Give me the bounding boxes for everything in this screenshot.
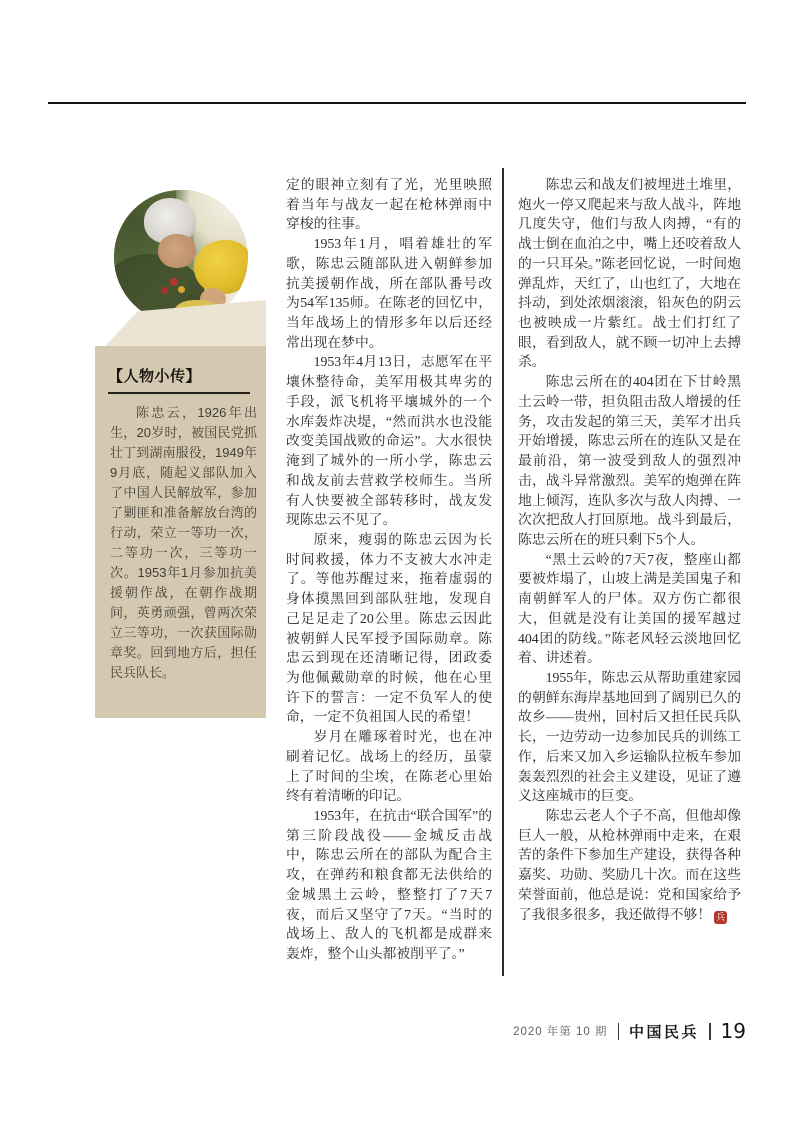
bio-box-title: 【人物小传】 bbox=[108, 365, 250, 394]
medal-dot bbox=[170, 278, 178, 286]
child-yellow-hat bbox=[194, 240, 248, 294]
bio-box-text: 陈忠云，1926年出生，20岁时，被国民党抓壮丁到湖南服役，1949年9月底，随起义部队加入了中国人民解放军，参加了剿匪和准备解放台湾的行动，荣立一等功一次，二等功一次，三等功一次。1953年1月参加抗美援朝作战，在朝作战期间，英勇顽强，曾两次荣立三等功，一次获国际勋章奖。回到地方后，担任民兵队长。 bbox=[110, 405, 257, 680]
article-paragraph: 原来，瘦弱的陈忠云因为长时间救援，体力不支被大水冲走了。等他苏醒过来，拖着虚弱的身体摸黑回到部队驻地，发现自己足足走了20公里。陈忠云因此被朝鲜人民军授予国际勋章。陈忠云到现在还清晰记得，团政委为他佩戴勋章的时候，他在心里许下的誓言：一定不负军人的使命，一定不负祖国人民的希望！ bbox=[286, 531, 492, 725]
page-footer bbox=[513, 1019, 746, 1043]
veteran-face bbox=[158, 234, 196, 268]
article-paragraph: 陈忠云所在的404团在下甘岭黑土云岭一带，担负阻击敌人增援的任务，攻击发起的第三天，美军才出兵开始增援，陈忠云所在的连队又是在最前沿，第一波受到敌人的强烈冲击，战斗异常激烈。美军的炮弹在阵地上倾泻，连队多次与敌人肉搏、一次次把敌人打回原地。战斗到最后，陈忠云所在的班只剩下5个人。 bbox=[518, 374, 741, 547]
article-paragraph: 定的眼神立刻有了光，光里映照着当年与战友一起在枪林弹雨中穿梭的往事。 bbox=[286, 177, 492, 232]
article-paragraph: “黑土云岭的7天7夜，整座山都要被炸塌了，山坡上满是美国鬼子和南朝鲜军人的尸体。双方伤亡都很大，但就是没有让美国的援军越过404团的防线。”陈老风轻云淡地回忆着、讲述着。 bbox=[518, 551, 741, 666]
footer-separator bbox=[618, 1023, 620, 1040]
footer-issue-label: 2020 年第 10 期 bbox=[513, 1026, 608, 1038]
article-end-seal-icon: 兵 bbox=[716, 911, 726, 922]
article-paragraph: 1953年4月13日，志愿军在平壤休整待命，美军用极其卑劣的手段，派飞机将平壤城外的一个水库轰炸决堤，“然而洪水也没能改变美国战败的命运”。大水很快淹到了城外的一所小学，陈忠云和战友前去营救学校师生。当所有人快要被全部转移时，战友发现陈忠云不见了。 bbox=[286, 354, 492, 528]
footer-separator bbox=[709, 1023, 711, 1040]
article-column-left bbox=[286, 175, 492, 964]
article-column-right bbox=[518, 175, 741, 924]
article-paragraph: 1953年，在抗击“联合国军”的第三阶段战役——金城反击战中，陈忠云所在的部队为配合主攻，在弹药和粮食都无法供给的金城黑土云岭，整整打了7天7夜，而后又坚守了7天。“当时的战场上、敌人的飞机都是成群来轰炸，整个山头都被削平了。” bbox=[286, 808, 492, 962]
medal-dot bbox=[161, 287, 168, 294]
article-paragraph: 岁月在雕琢着时光，也在冲刷着记忆。战场上的经历，虽蒙上了时间的尘埃，在陈老心里始终有着清晰的印记。 bbox=[286, 729, 492, 804]
article-paragraph: 1955年，陈忠云从帮助重建家园的朝鲜东海岸基地回到了阔别已久的故乡——贵州，回村后又担任民兵队长，一边劳动一边参加民兵的训练工作，后来又加入乡运输队拉板车参加轰轰烈烈的社会主义建设，见证了遵义这座城市的巨变。 bbox=[518, 669, 741, 804]
article-paragraph: 1953年1月，唱着雄壮的军歌，陈忠云随部队进入朝鲜参加抗美援朝作战，所在部队番号改为54军135师。在陈老的回忆中，当年战场上的情形多年以后还经常出现在梦中。 bbox=[286, 236, 492, 350]
article-paragraph-text: 陈忠云老人个子不高，但他却像巨人一般，从枪林弹雨中走来，在艰苦的条件下参加生产建设，获得各种嘉奖、功勋、奖励几十次。而在这些荣誉面前，他总是说：党和国家给予了我很多很多，我还做得不够！ bbox=[518, 808, 741, 922]
footer-magazine-title: 中国民兵 bbox=[629, 1023, 700, 1041]
article-paragraph bbox=[518, 806, 741, 924]
bio-sidebar-box bbox=[95, 346, 266, 718]
footer-page-number: 19 bbox=[720, 1019, 746, 1043]
medal-dot bbox=[178, 286, 185, 293]
column-divider bbox=[502, 168, 504, 976]
header-rule bbox=[48, 102, 746, 104]
article-paragraph: 陈忠云和战友们被埋进土堆里，炮火一停又爬起来与敌人战斗，阵地几度失守，他们与敌人肉搏，“有的战士倒在血泊之中，嘴上还咬着敌人的一只耳朵。”陈老回忆说，一时间炮弹乱炸，天红了，山也红了，大地在抖动，到处浓烟滚滚，铅灰色的阴云也被映成一片紫红。战士们打红了眼，看到敌人，就不顾一切冲上去搏杀。 bbox=[518, 177, 741, 370]
